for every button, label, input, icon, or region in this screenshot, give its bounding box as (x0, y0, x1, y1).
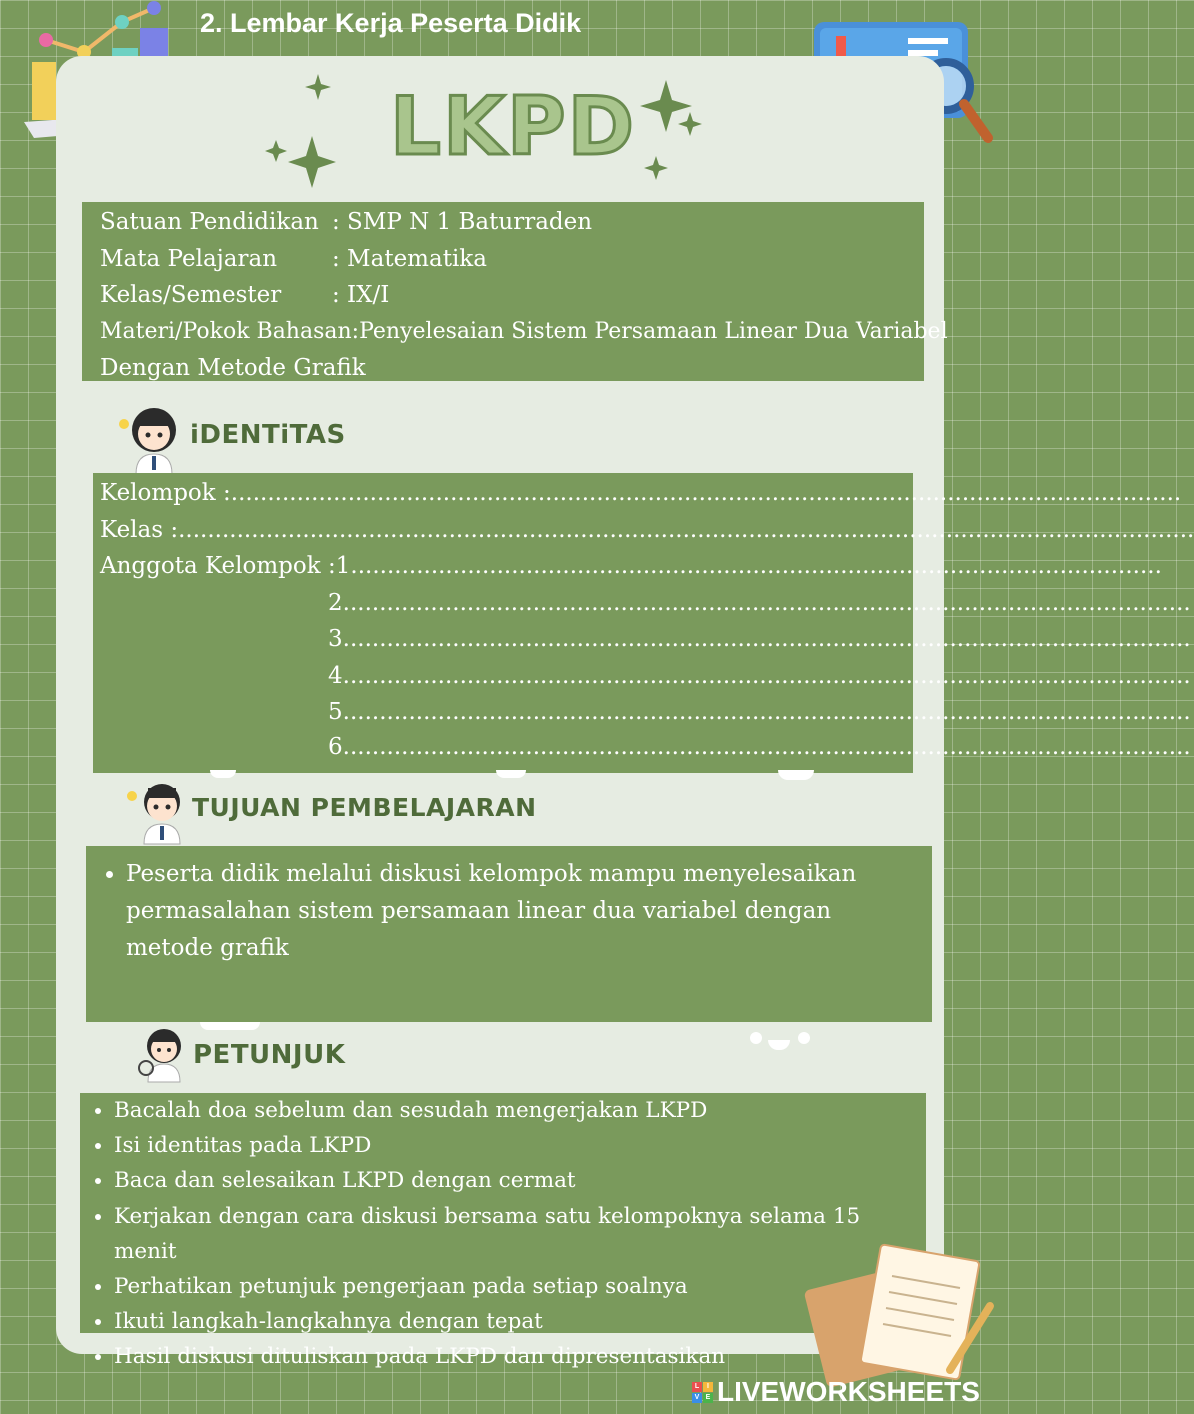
petunjuk-item: • Hasil diskusi dituliskan pada LKPD dan dipresentasikan (114, 1339, 916, 1374)
tujuan-heading: TUJUAN PEMBELAJARAN (192, 793, 537, 822)
tujuan-box (86, 846, 932, 1022)
member-row[interactable] (100, 585, 1191, 622)
member-number: 4. (328, 662, 350, 689)
sparkle-icon (303, 72, 333, 102)
anggota-label: Anggota Kelompok : (100, 553, 336, 579)
info-row (100, 204, 924, 241)
tujuan-item: • Peserta didik melalui diskusi kelompok mampu menyelesaikan permasalahan sistem persamaan linear dua variabel dengan metode grafik (126, 856, 912, 967)
member-number: 2. (328, 589, 350, 616)
cloud-decoration (210, 770, 236, 778)
identitas-box (93, 473, 1194, 773)
member-blank[interactable]: ................................................................................................................... (349, 699, 1191, 725)
info-continuation: Dengan Metode Grafik (100, 355, 366, 381)
member-blank[interactable]: ................................................................................................................... (349, 662, 1191, 689)
notebook-icon (800, 1246, 1000, 1378)
student-avatar-icon (114, 402, 186, 474)
info-box (82, 202, 948, 381)
member-blank[interactable]: ................................................................................................................... (349, 733, 1191, 760)
sparkle-icon (638, 78, 708, 188)
anggota-field[interactable] (100, 548, 1162, 585)
member-blank[interactable]: .............................................................................................................. (357, 553, 1162, 579)
info-value: : Matematika (332, 245, 487, 272)
kelompok-label: Kelompok : (100, 480, 231, 506)
sparkle-icon (262, 132, 338, 192)
cloud-decoration (798, 1032, 810, 1044)
member-blank[interactable]: ................................................................................................................... (349, 626, 1191, 652)
info-row (100, 314, 948, 351)
petunjuk-item: • Ikuti langkah-langkahnya dengan tepat (114, 1304, 916, 1339)
student-avatar-icon (134, 1024, 192, 1082)
member-number: 6. (328, 733, 350, 760)
petunjuk-list (92, 1093, 916, 1375)
member-row[interactable] (100, 658, 1191, 695)
kelas-blank[interactable]: ........................................................................................................................................... (178, 516, 1194, 543)
petunjuk-item: • Kerjakan dengan cara diskusi bersama satu kelompoknya selama 15 menit (114, 1199, 916, 1269)
tujuan-list (106, 856, 912, 967)
member-row[interactable] (100, 621, 1191, 658)
info-label: Satuan Pendidikan (100, 209, 319, 235)
petunjuk-item: • Isi identitas pada LKPD (114, 1128, 916, 1163)
info-value: :Penyelesaian Sistem Persamaan Linear Dua Variabel (351, 318, 948, 344)
member-number: 5. (328, 699, 350, 725)
cloud-decoration (778, 770, 814, 780)
info-value: : IX/I (332, 282, 390, 308)
member-row[interactable] (100, 694, 1191, 731)
member-row[interactable] (100, 731, 1191, 763)
info-label: Kelas/Semester (100, 282, 282, 308)
cloud-decoration (200, 1022, 260, 1030)
info-label: Materi/Pokok Bahasan (100, 318, 352, 344)
member-number: 1. (335, 553, 358, 579)
petunjuk-heading: PETUNJUK (193, 1040, 346, 1070)
kelas-label: Kelas : (100, 516, 179, 543)
kelompok-blank[interactable]: .................................................................................................................................. (230, 480, 1182, 506)
info-label: Mata Pelajaran (100, 245, 278, 272)
watermark-text: LIVEWORKSHEETS (717, 1376, 980, 1407)
worksheet-title: 2. Lembar Kerja Peserta Didik (200, 8, 582, 38)
member-blank[interactable]: ................................................................................................................... (349, 589, 1191, 616)
petunjuk-item: • Baca dan selesaikan LKPD dengan cermat (114, 1163, 916, 1198)
info-row (100, 241, 924, 278)
student-avatar-icon (120, 776, 192, 844)
kelas-field[interactable] (100, 512, 1194, 549)
lkpd-logo-text: LKPD (390, 80, 637, 173)
info-value: : SMP N 1 Baturraden (332, 209, 593, 235)
petunjuk-item: • Perhatikan petunjuk pengerjaan pada setiap soalnya (114, 1269, 916, 1304)
member-number: 3. (328, 626, 350, 652)
kelompok-field[interactable] (100, 475, 1182, 512)
liveworksheets-watermark (692, 1376, 980, 1408)
liveworksheets-logo-icon: L I V E (692, 1382, 713, 1403)
petunjuk-item: • Bacalah doa sebelum dan sesudah mengerjakan LKPD (114, 1093, 916, 1128)
cloud-decoration (496, 770, 526, 778)
identitas-heading: iDENTiTAS (190, 420, 346, 450)
cloud-decoration (750, 1032, 762, 1044)
info-row (100, 277, 924, 314)
